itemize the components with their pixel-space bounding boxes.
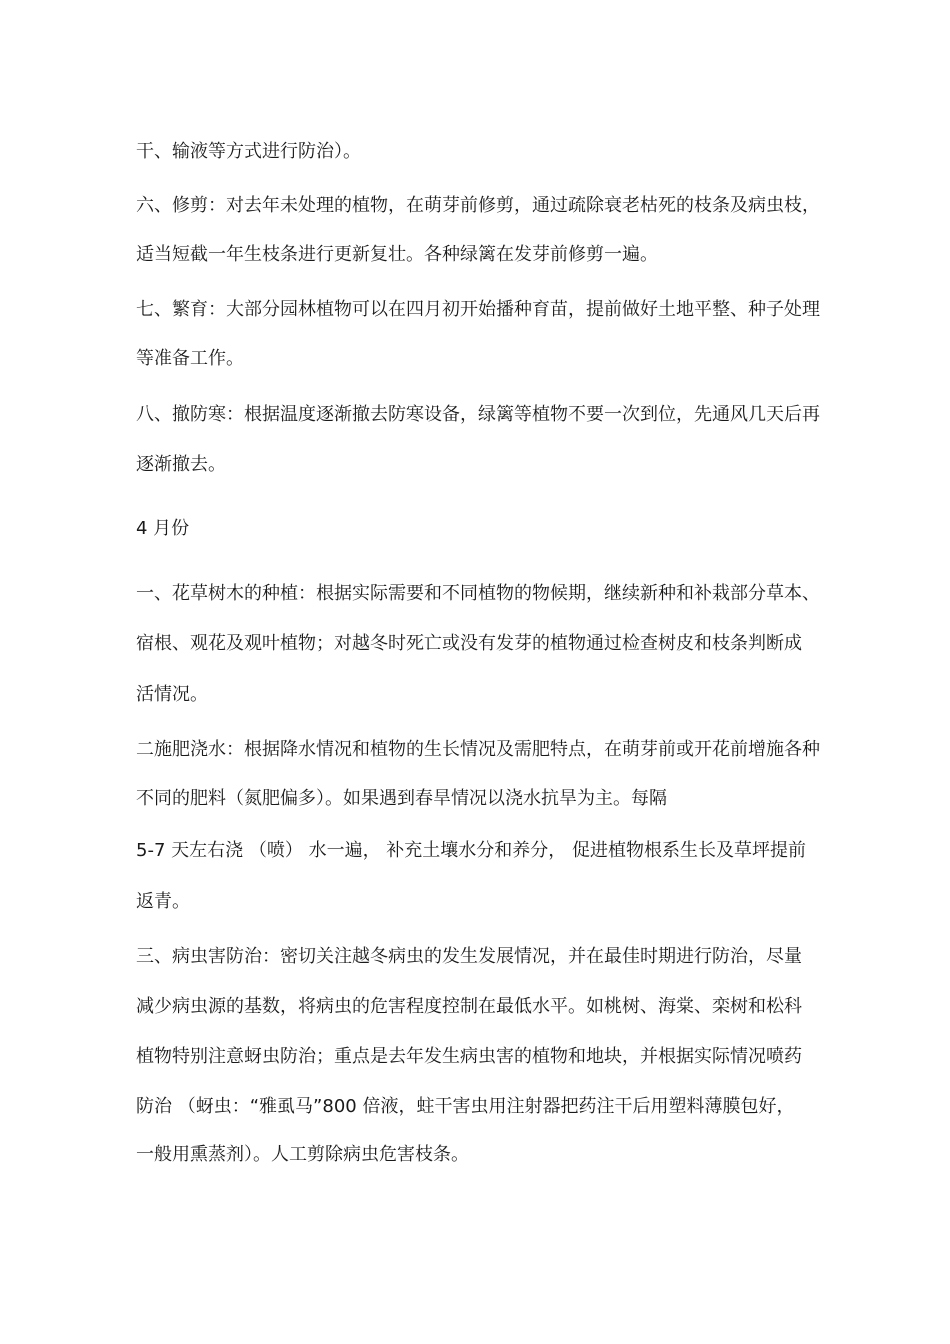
text-line: 5-7 天左右浇 （喷） 水一遍， 补充土壤水分和养分， 促进植物根系生长及草坪提前 — [136, 840, 807, 861]
text-line: 返青。 — [136, 891, 190, 912]
text-line: 不同的肥料（氮肥偏多）。如果遇到春旱情况以浇水抗旱为主。每隔 — [136, 788, 667, 809]
text-line: 干、输液等方式进行防治）。 — [136, 141, 361, 162]
text-line: 等准备工作。 — [136, 348, 244, 369]
text-line: 减少病虫源的基数，将病虫的危害程度控制在最低水平。如桃树、海棠、栾树和松科 — [136, 996, 802, 1017]
text-line: 八、撤防寒：根据温度逐渐撤去防寒设备，绿篱等植物不要一次到位，先通风几天后再 — [136, 404, 820, 425]
text-line: 逐渐撤去。 — [136, 454, 226, 475]
text-line: 活情况。 — [136, 684, 208, 705]
text-line: 植物特别注意蚜虫防治；重点是去年发生病虫害的植物和地块，并根据实际情况喷药 — [136, 1046, 802, 1067]
text-line: 六、修剪：对去年未处理的植物，在萌芽前修剪，通过疏除衰老枯死的枝条及病虫枝， — [136, 195, 820, 216]
text-line: 防治 （蚜虫：“雅虱马”800 倍液，蛀干害虫用注射器把药注干后用塑料薄膜包好， — [136, 1096, 795, 1117]
text-line: 一、花草树木的种植：根据实际需要和不同植物的物候期，继续新种和补栽部分草本、 — [136, 583, 820, 604]
text-line: 七、繁育：大部分园林植物可以在四月初开始播种育苗，提前做好土地平整、种子处理 — [136, 299, 820, 320]
section-heading: 4 月份 — [136, 518, 190, 539]
text-line: 适当短截一年生枝条进行更新复壮。各种绿篱在发芽前修剪一遍。 — [136, 244, 658, 265]
text-line: 三、病虫害防治：密切关注越冬病虫的发生发展情况，并在最佳时期进行防治，尽量 — [136, 946, 802, 967]
text-line: 宿根、观花及观叶植物；对越冬时死亡或没有发芽的植物通过检查树皮和枝条判断成 — [136, 633, 802, 654]
text-line: 二施肥浇水：根据降水情况和植物的生长情况及需肥特点，在萌芽前或开花前增施各种 — [136, 739, 820, 760]
text-line: 一般用熏蒸剂）。人工剪除病虫危害枝条。 — [136, 1144, 469, 1165]
